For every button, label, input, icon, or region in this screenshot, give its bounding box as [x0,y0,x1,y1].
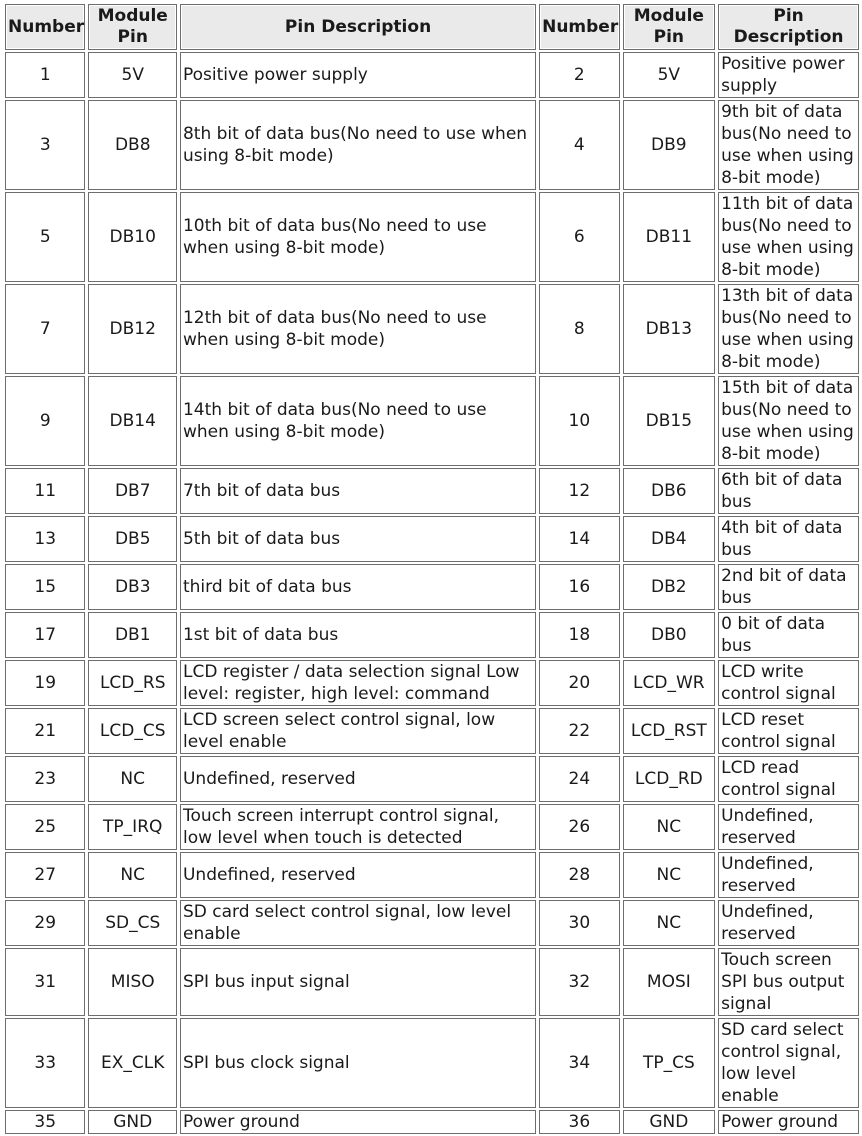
pin-description-cell: 12th bit of data bus(No need to use when using 8-bit mode) [180,284,536,374]
module-pin-cell: LCD_WR [623,660,716,706]
pin-number-cell: 22 [539,708,619,754]
table-row [5,900,859,946]
pin-number-cell: 7 [5,284,85,374]
module-pin-cell: GND [88,1110,177,1134]
module-pin-cell: DB14 [88,376,177,466]
module-pin-cell: SD_CS [88,900,177,946]
pin-number-cell: 20 [539,660,619,706]
pin-number-cell: 32 [539,948,619,1016]
pin-description-cell: 5th bit of data bus [180,516,536,562]
pin-number-cell: 21 [5,708,85,754]
pin-number-cell: 14 [539,516,619,562]
pin-number-cell: 9 [5,376,85,466]
pin-description-cell: Undefined, reserved [180,852,536,898]
pin-number-cell: 1 [5,52,85,98]
table-row [5,1110,859,1134]
pin-description-cell: SPI bus input signal [180,948,536,1016]
pin-description-cell: Power ground [180,1110,536,1134]
module-pin-cell: DB1 [88,612,177,658]
pin-number-cell: 10 [539,376,619,466]
table-row [5,756,859,802]
module-pin-cell: NC [88,756,177,802]
module-pin-cell: MOSI [623,948,716,1016]
pin-number-cell: 6 [539,192,619,282]
module-pin-cell: DB4 [623,516,716,562]
table-row [5,192,859,282]
header-number-2: Number [539,4,619,50]
pin-description-cell: LCD reset control signal [718,708,859,754]
module-pin-cell: DB15 [623,376,716,466]
pin-number-cell: 17 [5,612,85,658]
pin-number-cell: 30 [539,900,619,946]
pin-number-cell: 12 [539,468,619,514]
table-row [5,660,859,706]
table-row [5,852,859,898]
pin-number-cell: 19 [5,660,85,706]
header-module-pin: Module Pin [88,4,177,50]
pin-number-cell: 27 [5,852,85,898]
pin-description-cell: 6th bit of data bus [718,468,859,514]
module-pin-cell: NC [88,852,177,898]
pin-number-cell: 18 [539,612,619,658]
pin-number-cell: 3 [5,100,85,190]
pin-description-cell: SD card select control signal, low level enable [718,1018,859,1108]
header-pin-description-2: Pin Description [718,4,859,50]
table-row [5,1018,859,1108]
header-number: Number [5,4,85,50]
module-pin-cell: DB0 [623,612,716,658]
pin-description-cell: 8th bit of data bus(No need to use when using 8-bit mode) [180,100,536,190]
pin-description-cell: 13th bit of data bus(No need to use when using 8-bit mode) [718,284,859,374]
pin-table [2,2,862,1136]
pin-description-cell: 4th bit of data bus [718,516,859,562]
pin-description-cell: Touch screen SPI bus output signal [718,948,859,1016]
module-pin-cell: LCD_RST [623,708,716,754]
pin-number-cell: 11 [5,468,85,514]
header-pin-description: Pin Description [180,4,536,50]
table-row [5,612,859,658]
pin-number-cell: 2 [539,52,619,98]
module-pin-cell: DB12 [88,284,177,374]
pin-number-cell: 23 [5,756,85,802]
module-pin-cell: DB8 [88,100,177,190]
module-pin-cell: DB9 [623,100,716,190]
pin-number-cell: 16 [539,564,619,610]
module-pin-cell: DB7 [88,468,177,514]
pin-number-cell: 26 [539,804,619,850]
table-row [5,284,859,374]
pin-description-cell: third bit of data bus [180,564,536,610]
pin-description-cell: Undefined, reserved [718,852,859,898]
pin-description-cell: 14th bit of data bus(No need to use when using 8-bit mode) [180,376,536,466]
pin-number-cell: 4 [539,100,619,190]
module-pin-cell: DB11 [623,192,716,282]
header-module-pin-2: Module Pin [623,4,716,50]
pin-description-cell: Undefined, reserved [718,804,859,850]
pin-description-cell: 10th bit of data bus(No need to use when using 8-bit mode) [180,192,536,282]
pin-number-cell: 35 [5,1110,85,1134]
pin-description-cell: 1st bit of data bus [180,612,536,658]
pin-description-cell: Positive power supply [718,52,859,98]
pin-number-cell: 29 [5,900,85,946]
pin-number-cell: 33 [5,1018,85,1108]
module-pin-cell: NC [623,852,716,898]
pin-description-cell: 0 bit of data bus [718,612,859,658]
table-row [5,708,859,754]
table-row [5,52,859,98]
module-pin-cell: LCD_RS [88,660,177,706]
pin-description-cell: SD card select control signal, low level enable [180,900,536,946]
module-pin-cell: MISO [88,948,177,1016]
table-row [5,468,859,514]
module-pin-cell: DB3 [88,564,177,610]
pin-description-cell: 11th bit of data bus(No need to use when using 8-bit mode) [718,192,859,282]
pin-table-container [2,2,862,1136]
module-pin-cell: TP_IRQ [88,804,177,850]
pin-description-cell: Undefined, reserved [180,756,536,802]
pin-number-cell: 31 [5,948,85,1016]
pin-number-cell: 36 [539,1110,619,1134]
module-pin-cell: NC [623,804,716,850]
module-pin-cell: DB13 [623,284,716,374]
module-pin-cell: TP_CS [623,1018,716,1108]
table-row [5,564,859,610]
pin-description-cell: 7th bit of data bus [180,468,536,514]
pin-number-cell: 24 [539,756,619,802]
pin-description-cell: SPI bus clock signal [180,1018,536,1108]
pin-description-cell: 15th bit of data bus(No need to use when using 8-bit mode) [718,376,859,466]
pin-description-cell: 9th bit of data bus(No need to use when using 8-bit mode) [718,100,859,190]
module-pin-cell: LCD_CS [88,708,177,754]
pin-number-cell: 5 [5,192,85,282]
module-pin-cell: DB6 [623,468,716,514]
pin-description-cell: LCD read control signal [718,756,859,802]
table-row [5,516,859,562]
table-row [5,376,859,466]
module-pin-cell: 5V [88,52,177,98]
pin-number-cell: 8 [539,284,619,374]
pin-description-cell: LCD screen select control signal, low level enable [180,708,536,754]
module-pin-cell: 5V [623,52,716,98]
table-row [5,948,859,1016]
module-pin-cell: LCD_RD [623,756,716,802]
module-pin-cell: GND [623,1110,716,1134]
module-pin-cell: EX_CLK [88,1018,177,1108]
header-row [5,4,859,50]
pin-description-cell: Positive power supply [180,52,536,98]
module-pin-cell: DB2 [623,564,716,610]
pin-number-cell: 28 [539,852,619,898]
pin-description-cell: LCD register / data selection signal Low level: register, high level: command [180,660,536,706]
pin-description-cell: Touch screen interrupt control signal, low level when touch is detected [180,804,536,850]
pin-description-cell: Power ground [718,1110,859,1134]
pin-number-cell: 15 [5,564,85,610]
pin-number-cell: 25 [5,804,85,850]
pin-number-cell: 13 [5,516,85,562]
pin-description-cell: Undefined, reserved [718,900,859,946]
module-pin-cell: DB10 [88,192,177,282]
table-body [5,52,859,1134]
module-pin-cell: DB5 [88,516,177,562]
table-row [5,100,859,190]
pin-description-cell: 2nd bit of data bus [718,564,859,610]
pin-number-cell: 34 [539,1018,619,1108]
pin-description-cell: LCD write control signal [718,660,859,706]
module-pin-cell: NC [623,900,716,946]
table-row [5,804,859,850]
